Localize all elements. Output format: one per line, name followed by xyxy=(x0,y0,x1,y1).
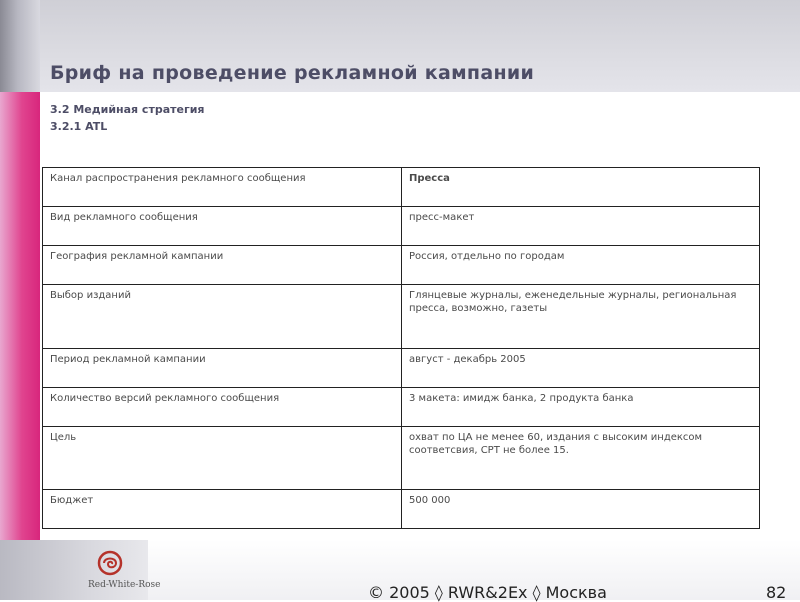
table-row xyxy=(43,207,760,246)
copyright-text: © 2005 ◊ RWR&2Ex ◊ Москва xyxy=(368,583,607,602)
row-label: Период рекламной кампании xyxy=(43,349,402,388)
table-row xyxy=(43,349,760,388)
table-row xyxy=(43,168,760,207)
logo-panel xyxy=(0,540,148,600)
table-row xyxy=(43,427,760,490)
row-label: Количество версий рекламного сообщения xyxy=(43,388,402,427)
row-value: август - декабрь 2005 xyxy=(402,349,760,388)
table-row xyxy=(43,490,760,529)
row-value: 3 макета: имидж банка, 2 продукта банка xyxy=(402,388,760,427)
row-value: Россия, отдельно по городам xyxy=(402,246,760,285)
table-row xyxy=(43,246,760,285)
table-row xyxy=(43,285,760,349)
row-label: Бюджет xyxy=(43,490,402,529)
row-label: География рекламной кампании xyxy=(43,246,402,285)
row-value: пресс-макет xyxy=(402,207,760,246)
row-label: Выбор изданий xyxy=(43,285,402,349)
row-value: Пресса xyxy=(402,168,760,207)
logo-wordmark: Red-White-Rose xyxy=(88,580,161,590)
subsection-heading: 3.2.1 ATL xyxy=(50,120,108,133)
section-heading: 3.2 Медийная стратегия xyxy=(50,103,205,116)
page-number: 82 xyxy=(766,583,787,602)
row-value: охват по ЦА не менее 60, издания с высоким индексом соответсвия, CPT не более 15. xyxy=(402,427,760,490)
row-label: Канал распространения рекламного сообщения xyxy=(43,168,402,207)
accent-bar xyxy=(0,92,40,540)
rose-logo-icon xyxy=(95,550,125,576)
row-label: Вид рекламного сообщения xyxy=(43,207,402,246)
row-value: 500 000 xyxy=(402,490,760,529)
brief-table xyxy=(42,167,760,529)
slide-title: Бриф на проведение рекламной кампании xyxy=(50,62,535,84)
row-label: Цель xyxy=(43,427,402,490)
row-value: Глянцевые журналы, еженедельные журналы, региональная пресса, возможно, газеты xyxy=(402,285,760,349)
table-row xyxy=(43,388,760,427)
